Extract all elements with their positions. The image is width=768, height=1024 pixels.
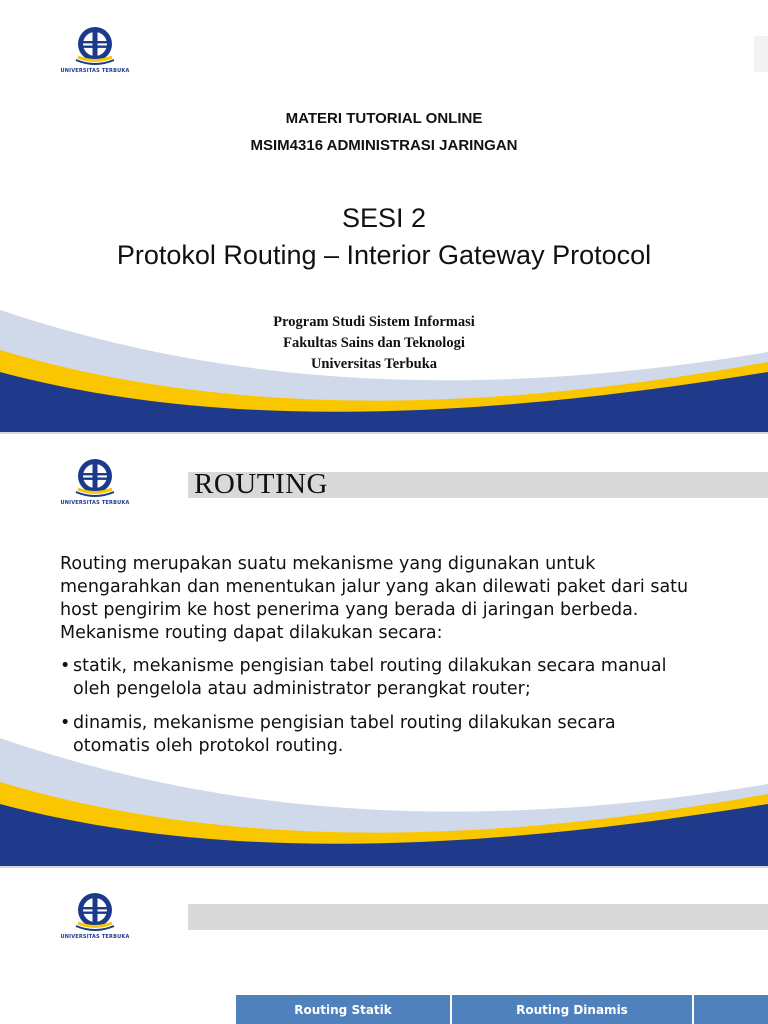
logo-caption: UNIVERSITAS TERBUKA bbox=[60, 68, 130, 74]
bullet-text-line: statik, mekanisme pengisian tabel routing dilakukan secara manual bbox=[73, 656, 667, 676]
university-emblem-icon bbox=[52, 890, 138, 934]
affiliation-faculty: Fakultas Sains dan Teknologi bbox=[283, 335, 465, 351]
affiliation-university: Universitas Terbuka bbox=[310, 356, 438, 372]
slide-cover bbox=[0, 0, 768, 432]
university-emblem-icon bbox=[52, 456, 138, 500]
table-header-extra bbox=[694, 995, 768, 1024]
routing-paragraph-line2: mengarahkan dan menentukan jalur yang akan dilewati paket dari satu bbox=[60, 577, 689, 597]
bullet-text-line: otomatis oleh protokol routing. bbox=[73, 736, 344, 756]
university-emblem-icon bbox=[52, 24, 138, 68]
logo-caption: UNIVERSITAS TERBUKA bbox=[60, 934, 130, 940]
routing-paragraph-line4: Mekanisme routing dapat dilakukan secara: bbox=[60, 623, 443, 643]
comparison-table-header bbox=[236, 995, 768, 1024]
bullet-icon: • bbox=[60, 656, 71, 676]
bullet-item-static bbox=[60, 656, 740, 702]
university-logo bbox=[52, 456, 138, 514]
routing-paragraph-line3: host pengirim ke host penerima yang berada di jaringan berbeda. bbox=[60, 600, 639, 620]
decorative-waves bbox=[0, 300, 768, 432]
slide-title: ROUTING bbox=[194, 468, 328, 500]
routing-paragraph-line1: Routing merupakan suatu mekanisme yang digunakan untuk bbox=[60, 554, 596, 574]
affiliation-program: Program Studi Sistem Informasi bbox=[273, 314, 475, 330]
bullet-text-line: oleh pengelola atau administrator perangkat router; bbox=[73, 679, 531, 699]
university-logo bbox=[52, 24, 138, 82]
session-subtitle: Protokol Routing – Interior Gateway Protocol bbox=[116, 240, 652, 270]
logo-caption: UNIVERSITAS TERBUKA bbox=[60, 500, 130, 506]
decorative-waves bbox=[0, 730, 768, 866]
slide-edge-marker bbox=[754, 36, 768, 72]
slide-title-bar bbox=[188, 468, 768, 500]
slide-title-bar bbox=[188, 904, 768, 930]
course-heading-line1: MATERI TUTORIAL ONLINE bbox=[285, 110, 483, 127]
table-header-dynamic: Routing Dinamis bbox=[452, 995, 694, 1024]
table-header-static: Routing Statik bbox=[236, 995, 452, 1024]
session-title: SESI 2 bbox=[341, 203, 427, 233]
slide-routing bbox=[0, 434, 768, 866]
university-logo bbox=[52, 890, 138, 948]
slide-routing-comparison bbox=[0, 868, 768, 1024]
bullet-icon: • bbox=[60, 713, 71, 733]
bullet-text-line: dinamis, mekanisme pengisian tabel routing dilakukan secara bbox=[73, 713, 616, 733]
course-heading-line2: MSIM4316 ADMINISTRASI JARINGAN bbox=[250, 137, 518, 154]
